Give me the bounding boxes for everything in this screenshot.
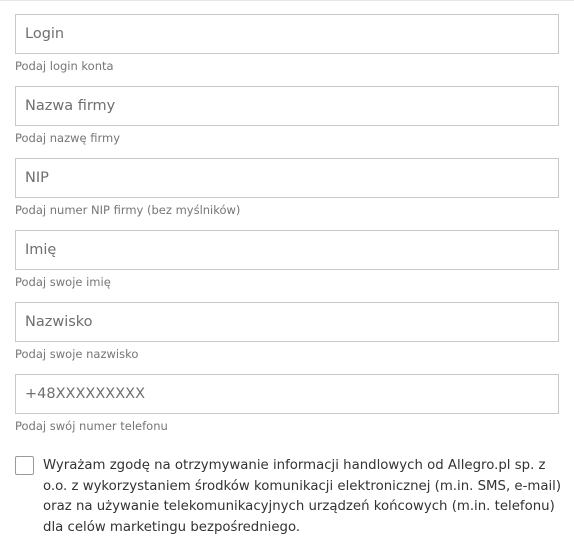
company-name-field-group [15,86,559,158]
first-name-hint: Podaj swoje imię [15,275,111,289]
phone-field-group [15,374,559,446]
top-divider [0,0,574,1]
first-name-input[interactable] [15,230,559,270]
last-name-hint: Podaj swoje nazwisko [15,347,139,361]
nip-hint: Podaj numer NIP firmy (bez myślników) [15,203,241,217]
nip-input[interactable] [15,158,559,198]
phone-input[interactable] [15,374,559,414]
marketing-consent-label: Wyrażam zgodę na otrzymywanie informacji handlowych od Allegro.pl sp. z o.o. z wykorzystaniem środków komunikacji elektronicznej (m.in. SMS, e-mail) oraz na używanie telekomunikacyjnych urządzeń końcowych (m.in. telefonu) dla celów marketingu bezpośredniego. [43,458,562,535]
nip-field-group [15,158,559,230]
login-hint: Podaj login konta [15,59,114,73]
login-field-group [15,14,559,86]
last-name-input[interactable] [15,302,559,342]
company-name-hint: Podaj nazwę firmy [15,131,121,145]
login-input[interactable] [15,14,559,54]
company-name-input[interactable] [15,86,559,126]
registration-form [15,14,559,446]
marketing-consent-checkbox[interactable] [15,456,34,475]
last-name-field-group [15,302,559,374]
first-name-field-group [15,230,559,302]
phone-hint: Podaj swój numer telefonu [15,419,168,433]
